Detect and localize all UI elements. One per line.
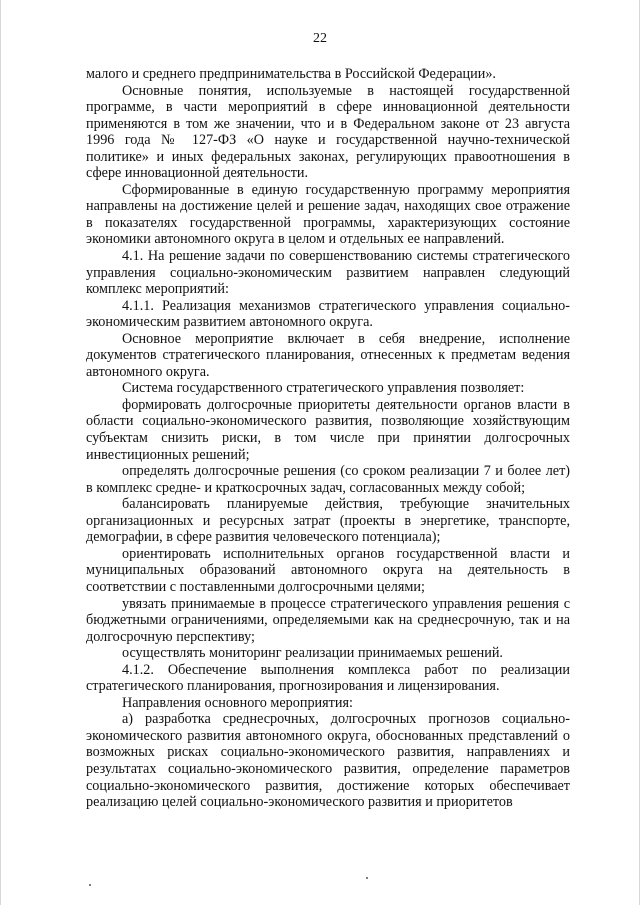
page-number: 22 — [313, 31, 327, 46]
paragraph-program-activities: Сформированные в единую государственную программу мероприятия направлены на достижение целей и решение задач, находящих свое отражение в показателях государственной программы, характеризующих состояние экономики автономного округа в целом и отдельных ее направлений. — [86, 181, 570, 248]
list-item-define-decisions: определять долгосрочные решения (со сроком реализации 7 и более лет) в комплекс средне- и краткосрочных задач, согласованных между собой; — [86, 463, 570, 496]
list-item-link-decisions: увязать принимаемые в процессе стратегического управления решения с бюджетными ограничениями, определяемыми как на среднесрочную, так и на долгосрочную перспективу; — [86, 595, 570, 645]
document-body — [86, 66, 570, 811]
paragraph-continuation: малого и среднего предпринимательства в Российской Федерации». — [86, 66, 496, 82]
list-item-orient-bodies: ориентировать исполнительных органов государственной власти и муниципальных образований автономного округа на деятельность в соответствии с поставленными долгосрочными целями; — [86, 545, 570, 595]
scan-speck — [89, 884, 91, 886]
paragraph-section-4-1-2: 4.1.2. Обеспечение выполнения комплекса работ по реализации стратегического планирования, прогнозирования и лицензирования. — [86, 661, 570, 695]
paragraph-section-4-1-1: 4.1.1. Реализация механизмов стратегического управления социально-экономическим развитием автономного округа. — [86, 297, 570, 331]
list-item-monitoring: осуществлять мониторинг реализации принимаемых решений. — [122, 645, 503, 662]
list-item-a: а) разработка среднесрочных, долгосрочных прогнозов социально-экономического развития автономного округа, обоснованных представлений о возможных рисках социально-экономического развития, направлениях и результатах социально-экономического развития, определение параметров социально-экономического развития, достижение которых обеспечивает реализацию целей социально-экономического развития и приоритетов — [86, 711, 570, 811]
paragraph-main-activity: Основное мероприятие включает в себя внедрение, исполнение документов стратегического планирования, отнесенных к предметам ведения автономного округа. — [86, 330, 570, 380]
paragraph-section-4-1: 4.1. На решение задачи по совершенствованию системы стратегического управления социально-экономическим развитием направлен следующий комплекс мероприятий: — [86, 248, 570, 298]
paragraph-directions: Направления основного мероприятия: — [122, 694, 353, 711]
paragraph-system-allows: Система государственного стратегического управления позволяет: — [122, 380, 525, 397]
scan-speck — [366, 877, 368, 879]
list-item-balance-actions: балансировать планируемые действия, требующие значительных организационных и ресурсных затрат (проекты в энергетике, транспорте, демографии, в сфере развития человеческого потенциала); — [86, 496, 570, 546]
paragraph-basic-terms: Основные понятия, используемые в настоящей государственной программе, в части мероприятий в сфере инновационной деятельности применяются в том же значении, что и в Федеральном законе от 23 августа 1996 года № 127-ФЗ «О науке и государственной научно-технической политике» и иных федеральных законах, регулирующих правоотношения в сфере инновационной деятельности. — [86, 82, 570, 182]
scan-edge-left — [0, 0, 1, 905]
list-item-form-priorities: формировать долгосрочные приоритеты деятельности органов власти в области социально-экономического развития, позволяющие хозяйствующим субъектам снизить риски, в том числе при принятии долгосрочных инвестиционных решений; — [86, 396, 570, 463]
